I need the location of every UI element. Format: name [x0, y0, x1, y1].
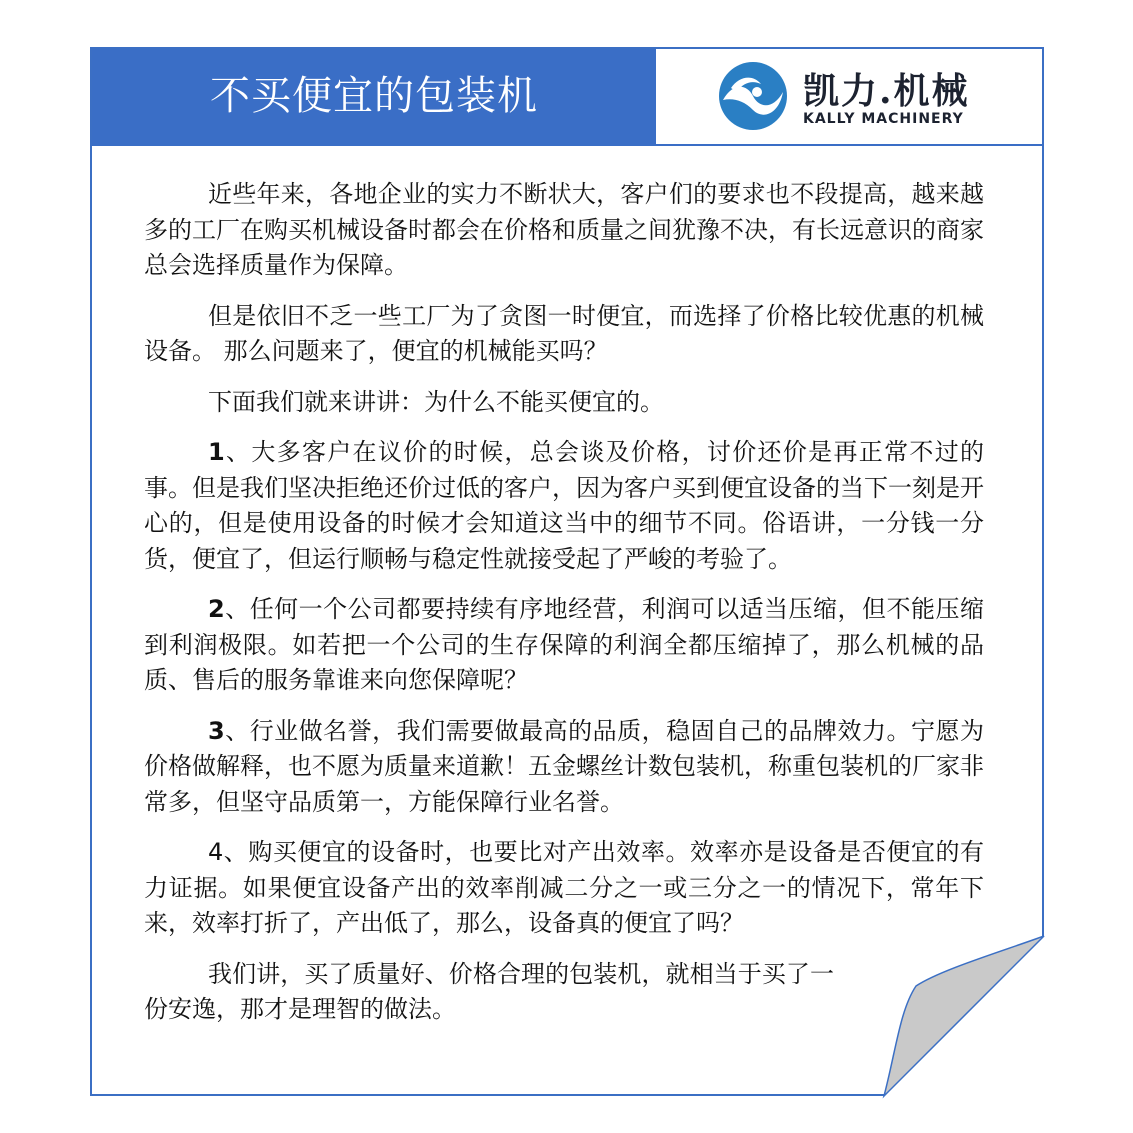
paragraph-3: 下面我们就来讲讲：为什么不能买便宜的。 [208, 387, 664, 416]
paragraph-point-4: 4、购买便宜的设备时，也要比对产出效率。效率亦是设备是否便宜的有力证据。如果便宜设备产出的效率削减二分之一或三分之一的情况下，常年下来，效率打折了，产出低了，那么，设备真的便宜了吗？ [144, 838, 984, 937]
article-body [144, 177, 984, 1043]
header-divider [92, 144, 1042, 146]
paragraph-conclusion: 我们讲，买了质量好、价格合理的包装机，就相当于买了一份安逸，那才是理智的做法。 [144, 959, 834, 1023]
paragraph-point-3: 3、行业做名誉，我们需要做最高的品质，稳固自己的品牌效力。宁愿为价格做解释，也不愿为质量来道歉！五金螺丝计数包装机，称重包装机的厂家非常多，但坚守品质第一，方能保障行业名誉。 [144, 716, 984, 816]
kally-logo-icon [717, 60, 789, 132]
logo-english-name: KALLY MACHINERY [803, 111, 964, 127]
paragraph-point-2: 2、任何一个公司都要持续有序地经营，利润可以适当压缩，但不能压缩到利润极限。如若把一个公司的生存保障的利润全都压缩掉了，那么机械的品质、售后的服务靠谁来向您保障呢？ [144, 595, 984, 694]
paragraph-1: 近些年来，各地企业的实力不断状大，客户们的要求也不段提高，越来越多的工厂在购买机械设备时都会在价格和质量之间犹豫不决，有长远意识的商家总会选择质量作为保障。 [144, 180, 984, 279]
logo-chinese-name: 凯力.机械 [803, 70, 970, 112]
article-card [90, 47, 1044, 1096]
point-number: 3 [208, 716, 225, 745]
kally-logo [717, 57, 977, 137]
page-title: 不买便宜的包装机 [210, 73, 538, 119]
point-number: 1 [208, 438, 225, 466]
paragraph-point-1: 1、大多客户在议价的时候，总会谈及价格，讨价还价是再正常不过的事。但是我们坚决拒绝还价过低的客户，因为客户买到便宜设备的当下一刻是开心的，但是使用设备的时候才会知道这当中的细节不同。俗语讲，一分钱一分货，便宜了，但运行顺畅与稳定性就接受起了严峻的考验了。 [144, 438, 984, 573]
point-number: 2 [208, 595, 225, 623]
paragraph-2: 但是依旧不乏一些工厂为了贪图一时便宜，而选择了价格比较优惠的机械设备。 那么问题来了，便宜的机械能买吗？ [144, 301, 984, 365]
